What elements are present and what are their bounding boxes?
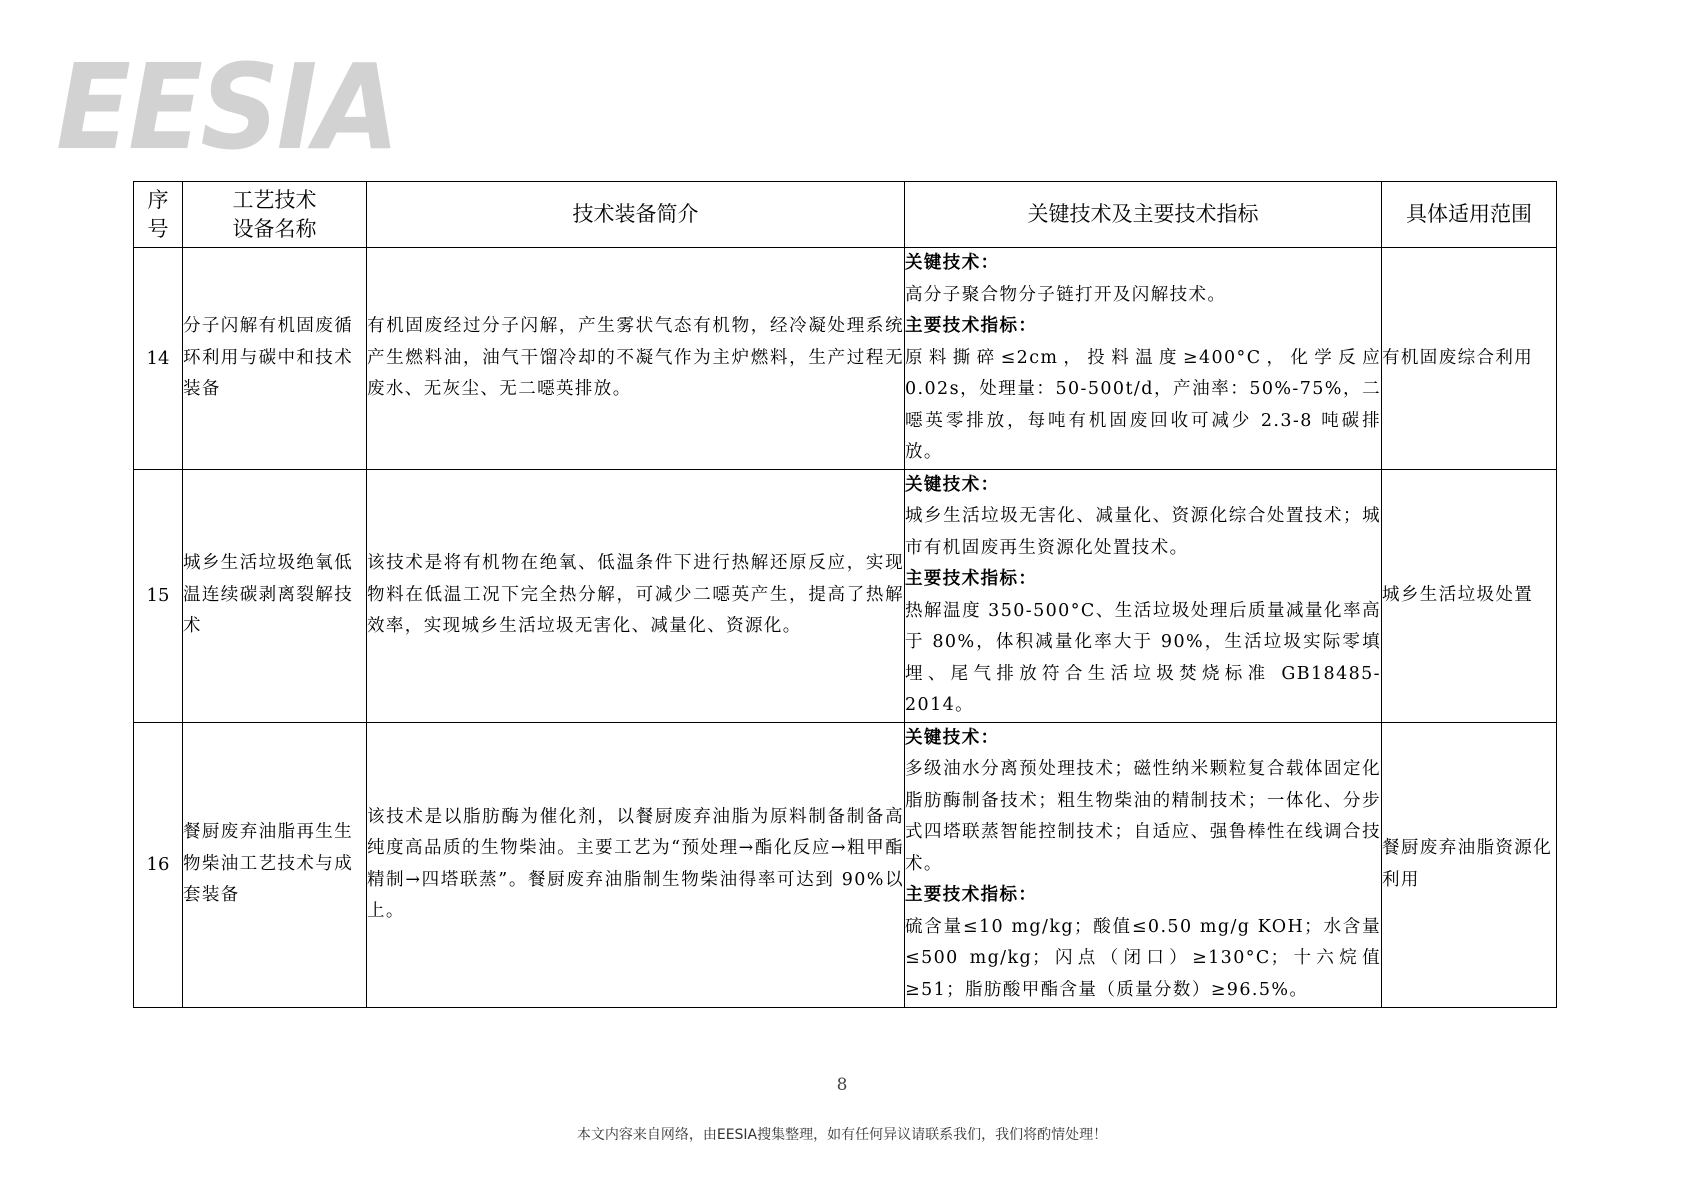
header-intro: 技术装备简介 <box>367 182 905 248</box>
row-seq: 16 <box>134 722 183 1007</box>
index-text: 原料撕碎≤2cm，投料温度≥400°C，化学反应 0.02s，处理量：50-500t/d，产油率：50%-75%，二噁英零排放，每吨有机固废回收可减少 2.3-8 吨碳排放。 <box>905 347 1381 462</box>
footer-notice: 本文内容来自网络，由EESIA搜集整理，如有任何异议请联系我们，我们将酌情处理！ <box>576 1127 1108 1143</box>
key-tech-label: 关键技术： <box>905 727 1000 748</box>
key-tech-text: 高分子聚合物分子链打开及闪解技术。 <box>905 284 1227 305</box>
row-name: 餐厨废弃油脂再生生物柴油工艺技术与成套装备 <box>183 722 367 1007</box>
table-row <box>134 469 1557 722</box>
row-name: 城乡生活垃圾绝氧低温连续碳剥离裂解技术 <box>183 469 367 722</box>
key-tech-text: 城乡生活垃圾无害化、减量化、资源化综合处置技术；城市有机固废再生资源化处置技术。 <box>905 506 1381 558</box>
eesia-logo: EESIA <box>56 38 397 176</box>
row-intro: 有机固废经过分子闪解，产生雾状气态有机物，经冷凝处理系统产生燃料油，油气干馏冷却的不凝气作为主炉燃料，生产过程无废水、无灰尘、无二噁英排放。 <box>367 248 905 470</box>
row-name: 分子闪解有机固废循环利用与碳中和技术装备 <box>183 248 367 470</box>
table-row <box>134 722 1557 1007</box>
header-scope: 具体适用范围 <box>1382 182 1557 248</box>
row-scope: 餐厨废弃油脂资源化利用 <box>1382 722 1557 1007</box>
row-key-indicators <box>905 248 1382 470</box>
row-scope: 有机固废综合利用 <box>1382 248 1557 470</box>
key-tech-label: 关键技术： <box>905 474 1000 495</box>
table-row <box>134 248 1557 470</box>
key-tech-text: 多级油水分离预处理技术；磁性纳米颗粒复合载体固定化脂肪酶制备技术；粗生物柴油的精制技术；一体化、分步式四塔联蒸智能控制技术；自适应、强鲁棒性在线调合技术。 <box>905 759 1381 874</box>
row-intro: 该技术是将有机物在绝氧、低温条件下进行热解还原反应，实现物料在低温工况下完全热分解，可减少二噁英产生，提高了热解效率，实现城乡生活垃圾无害化、减量化、资源化。 <box>367 469 905 722</box>
row-intro: 该技术是以脂肪酶为催化剂，以餐厨废弃油脂为原料制备制备高纯度高品质的生物柴油。主要工艺为“预处理→酯化反应→粗甲酯精制→四塔联蒸”。餐厨废弃油脂制生物柴油得率可达到 90%以上。 <box>367 722 905 1007</box>
header-key: 关键技术及主要技术指标 <box>905 182 1382 248</box>
index-text: 硫含量≤10 mg/kg；酸值≤0.50 mg/g KOH；水含量≤500 mg/kg；闪点（闭口）≥130°C；十六烷值≥51；脂肪酸甲酯含量（质量分数）≥96.5%。 <box>905 916 1381 1000</box>
index-text: 热解温度 350-500°C、生活垃圾处理后质量减量化率高于 80%，体积减量化率大于 90%，生活垃圾实际零填埋、尾气排放符合生活垃圾焚烧标准 GB18485-2014。 <box>905 600 1381 715</box>
row-key-indicators <box>905 722 1382 1007</box>
row-scope: 城乡生活垃圾处置 <box>1382 469 1557 722</box>
page-number: 8 <box>836 1075 848 1095</box>
row-seq: 15 <box>134 469 183 722</box>
index-label: 主要技术指标： <box>905 569 1038 589</box>
row-key-indicators <box>905 469 1382 722</box>
key-tech-label: 关键技术： <box>905 253 1000 273</box>
technology-table <box>133 181 1557 1008</box>
header-name: 工艺技术设备名称 <box>183 182 367 248</box>
row-seq: 14 <box>134 248 183 470</box>
index-label: 主要技术指标： <box>905 885 1038 906</box>
table-header-row <box>134 182 1557 248</box>
index-label: 主要技术指标： <box>905 316 1038 336</box>
header-seq: 序号 <box>134 182 183 248</box>
